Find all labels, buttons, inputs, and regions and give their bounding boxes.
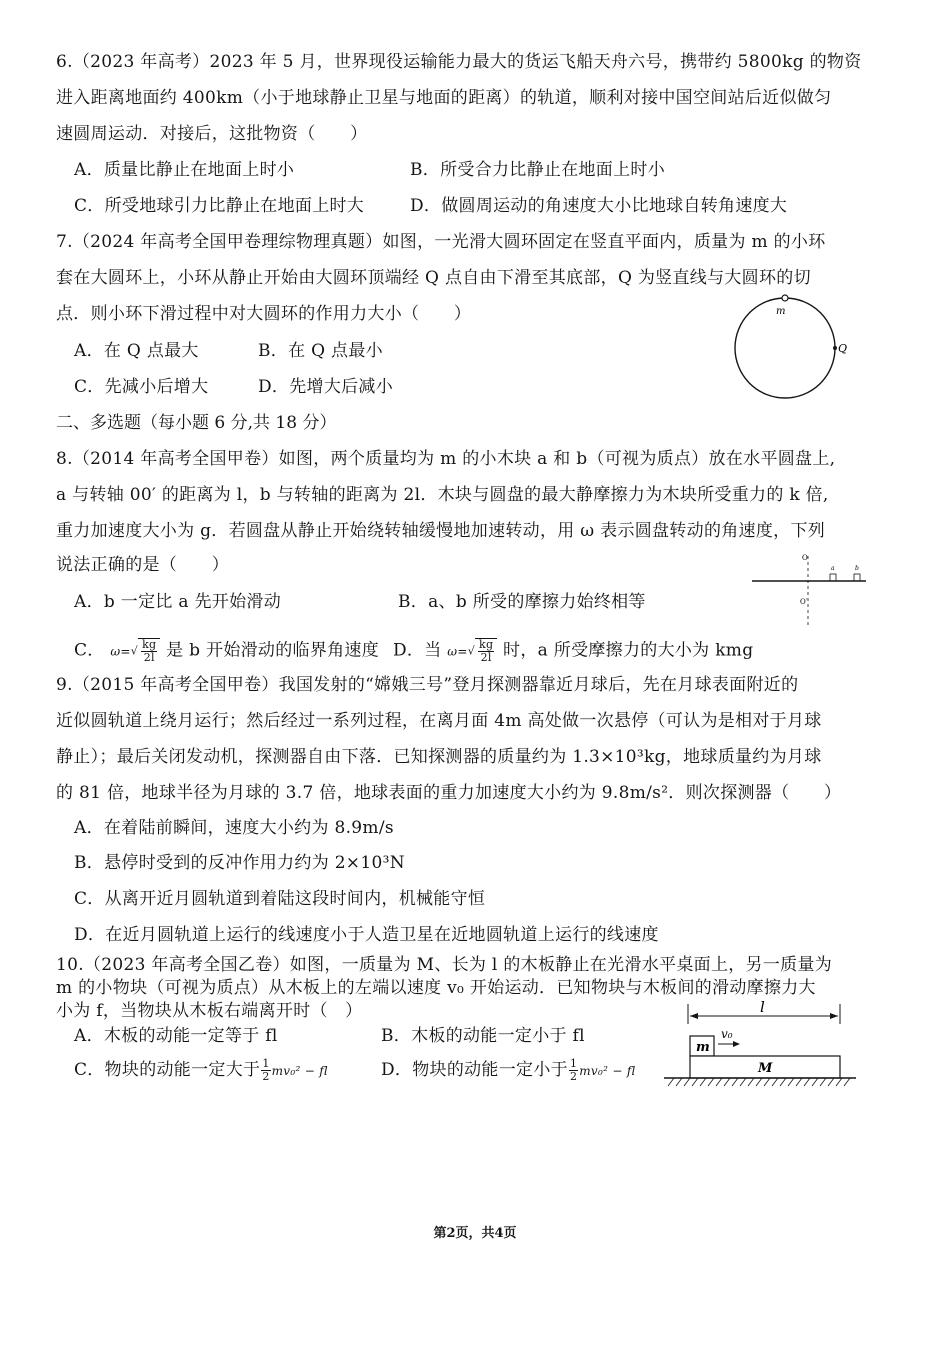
q9-line1: 9.（2015 年高考全国甲卷）我国发射的“嫦娥三号”登月探测器靠近月球后，先在月球表面附近的 (56, 675, 799, 695)
q6-option-c[interactable]: C．所受地球引力比静止在地面上时大 (74, 196, 365, 216)
q8-option-c-sqrt: √ $\frac{kg}{2l}$ (131, 638, 161, 664)
q7-option-b[interactable]: B．在 Q 点最小 (258, 341, 383, 361)
q10-option-d-den: 2 (569, 1070, 578, 1083)
q6-option-d[interactable]: D．做圆周运动的角速度大小比地球自转角速度大 (410, 196, 788, 216)
q8-label-o: O (802, 554, 808, 562)
q9-option-d[interactable]: D．在近月圆轨道上运行的线速度小于人造卫星在近地圆轨道上运行的线速度 (74, 925, 659, 945)
q10-option-c-prefix: C．物块的动能一定大于 (74, 1060, 261, 1080)
q10-option-d[interactable] (381, 1058, 636, 1083)
q10-label-m: m (696, 1040, 710, 1055)
q9-option-c[interactable]: C．从离开近月圆轨道到着陆这段时间内，机械能守恒 (74, 889, 486, 909)
q8-block-b (854, 574, 860, 581)
q8-label-o-prime: O′ (800, 598, 808, 606)
q7-option-d[interactable]: D．先增大后减小 (258, 377, 394, 397)
q9-option-b[interactable]: B．悬停时受到的反冲作用力约为 2×10³N (74, 853, 405, 873)
q8-option-c-text: 是 b 开始滑动的临界角速度 (166, 640, 380, 661)
q9-line3: 静止）；最后关闭发动机，探测器自由下落．已知探测器的质量约为 1.3×10³kg，地球质量约为月球 (56, 747, 822, 767)
q8-line2: a 与转轴 00′ 的距离为 l，b 与转轴的距离为 2l．木块与圆盘的最大静摩擦力为木块所受重力的 k 倍, (56, 485, 829, 505)
q8-option-d-prefix: D．当 (393, 640, 442, 661)
q8-line4: 说法正确的是（ ） (56, 555, 229, 575)
q7-label-m: m (776, 306, 786, 317)
q6-option-a[interactable]: A．质量比静止在地面上时小 (74, 160, 295, 180)
q10-label-v0: v₀ (721, 1027, 733, 1041)
q8-line1: 8.（2014 年高考全国甲卷）如图，两个质量均为 m 的小木块 a 和 b（可视为质点）放在水平圆盘上, (56, 449, 836, 469)
q8-option-d-sqrt: √ $\frac{kg}{2l}$ (468, 638, 498, 664)
q8-option-c-num: kg (142, 638, 157, 651)
q6-option-b[interactable]: B．所受合力比静止在地面上时小 (410, 160, 665, 180)
q7-ring-figure (724, 290, 854, 410)
q10-option-c-num: 1 (262, 1057, 270, 1070)
q7-line1: 7.（2024 年高考全国甲卷理综物理真题）如图，一光滑大圆环固定在竖直平面内，质量为 m 的小环 (56, 232, 826, 252)
q9-line2: 近似圆轨道上绕月运行；然后经过一系列过程，在离月面 4m 高处做一次悬停（可认为是相对于月球 (56, 711, 822, 731)
q6-line3: 速圆周运动．对接后，这批物资（ ） (56, 124, 368, 144)
q10-table-hatch (668, 1078, 850, 1086)
section-multiple-choice: 二、多选题（每小题 6 分,共 18 分） (56, 413, 337, 433)
q10-option-c[interactable] (74, 1058, 328, 1083)
q7-line2: 套在大圆环上，小环从静止开始由大圆环顶端经 Q 点自由下滑至其底部，Q 为竖直线与大圆环的切 (56, 268, 811, 288)
q8-label-a: a (831, 565, 835, 572)
q7-option-a[interactable]: A．在 Q 点最大 (74, 341, 199, 361)
q9-line4: 的 81 倍，地球半径为月球的 3.7 倍，地球表面的重力加速度大小约为 9.8m/s²．则次探测器（ ） (56, 783, 842, 803)
q7-label-q: Q (838, 342, 848, 355)
q10-velocity-arrowhead (733, 1041, 740, 1047)
q6-line1: 6.（2023 年高考）2023 年 5 月，世界现役运输能力最大的货运飞船天舟六号，携带约 5800kg 的物资 (56, 52, 862, 72)
q8-option-c[interactable] (74, 638, 379, 664)
q10-option-a[interactable]: A．木板的动能一定等于 fl (74, 1026, 278, 1046)
q7-line3: 点．则小环下滑过程中对大圆环的作用力大小（ ） (56, 304, 472, 324)
q8-option-d-num: kg (479, 638, 494, 651)
q8-option-c-prefix: C． (74, 640, 105, 661)
q8-option-b[interactable]: B．a、b 所受的摩擦力始终相等 (398, 592, 646, 612)
q9-option-a[interactable]: A．在着陆前瞬间，速度大小约为 8.9m/s (74, 818, 394, 838)
q10-line2: m 的小物块（可视为质点）从木板上的左端以速度 v₀ 开始运动．已知物块与木板间的滑动摩擦力大 (56, 978, 816, 998)
q8-line3: 重力加速度大小为 g．若圆盘从静止开始绕转轴缓慢地加速转动，用 ω 表示圆盘转动的角速度，下列 (56, 521, 826, 541)
q7-small-ring (782, 295, 788, 301)
q10-label-M: M (758, 1061, 773, 1076)
q10-line1: 10.（2023 年高考全国乙卷）如图，一质量为 M、长为 l 的木板静止在光滑水平桌面上，另一质量为 (56, 955, 833, 975)
q6-line2: 进入距离地面约 400km（小于地球静止卫星与地面的距离）的轨道，顺利对接中国空间站后近似做匀 (56, 88, 832, 108)
q10-option-d-num: 1 (569, 1057, 578, 1070)
q7-option-c[interactable]: C．先减小后增大 (74, 377, 209, 397)
q10-option-c-expr: mv₀² − fl (271, 1064, 329, 1078)
q8-option-c-den: 2l (143, 651, 155, 664)
q8-block-a (830, 574, 836, 581)
q10-option-c-den: 2 (262, 1070, 270, 1083)
q10-line3: 小为 f，当物块从木板右端离开时（ ） (56, 1001, 363, 1021)
page-footer: 第2页，共4页 (433, 1226, 517, 1241)
q10-label-l: l (760, 998, 765, 1016)
q8-option-c-omega: ω= (110, 644, 131, 659)
q8-label-b: b (855, 565, 859, 572)
q10-arrow-left (690, 1013, 698, 1019)
q8-option-a[interactable]: A．b 一定比 a 先开始滑动 (74, 592, 282, 612)
q8-option-d-omega: ω= (447, 644, 468, 659)
q10-board-figure (660, 998, 860, 1098)
q10-option-b[interactable]: B．木板的动能一定小于 fl (381, 1026, 585, 1046)
q10-arrow-right (830, 1013, 838, 1019)
q10-option-d-expr: mv₀² − fl (579, 1064, 636, 1078)
q8-option-d-den: 2l (480, 651, 492, 664)
q8-disk-figure (750, 548, 870, 638)
q10-option-d-prefix: D．物块的动能一定小于 (381, 1060, 568, 1080)
q8-option-d[interactable] (393, 638, 753, 664)
q7-point-q (833, 346, 837, 350)
q8-option-d-text: 时，a 所受摩擦力的大小为 kmg (503, 640, 754, 661)
